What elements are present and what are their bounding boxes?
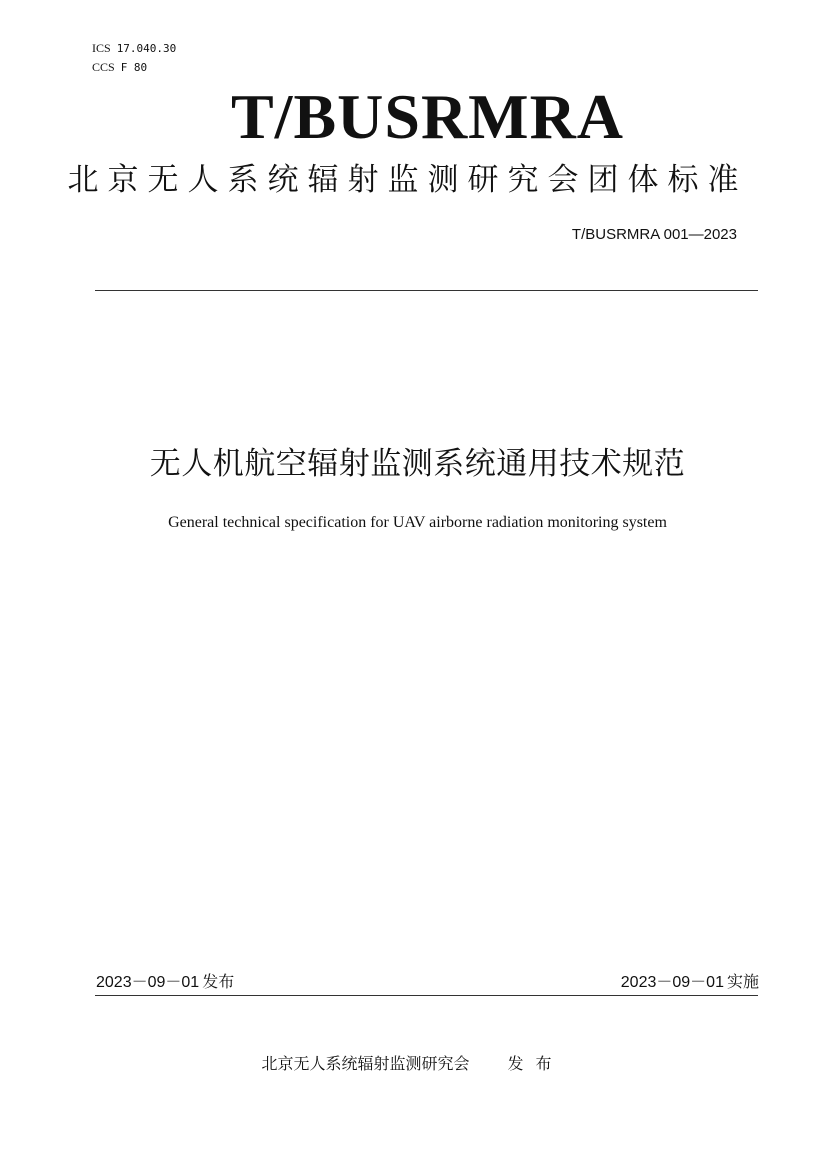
issue-label: 发布 (202, 972, 235, 991)
implement-date: 2023－09－01 (620, 974, 724, 991)
ccs-label: CCS (92, 60, 115, 74)
footer-divider (95, 995, 758, 996)
publisher-name: 北京无人系统辐射监测研究会 (261, 1054, 470, 1073)
issue-date: 2023－09－01 (96, 974, 200, 991)
ics-value: 17.040.30 (116, 42, 177, 55)
document-title-english: General technical specification for UAV airborne radiation monitoring system (168, 514, 667, 531)
document-title-chinese: 无人机航空辐射监测系统通用技术规范 (149, 446, 686, 482)
implement-date-block (621, 970, 759, 995)
publisher-line (0, 1052, 815, 1076)
ics-line (92, 39, 176, 58)
ccs-line (92, 58, 147, 77)
issue-date-block (96, 970, 234, 995)
standard-number: T/BUSRMRA 001—2023 (571, 226, 737, 243)
publish-label: 发布 (507, 1054, 564, 1073)
ics-label: ICS (92, 41, 111, 55)
organization-standard-title: 北京无人系统辐射监测研究会团体标准 (67, 162, 748, 198)
ccs-value: F 80 (120, 61, 148, 74)
header-divider (95, 290, 758, 291)
implement-label: 实施 (726, 972, 759, 991)
standard-code-heading: T/BUSRMRA (230, 81, 625, 152)
